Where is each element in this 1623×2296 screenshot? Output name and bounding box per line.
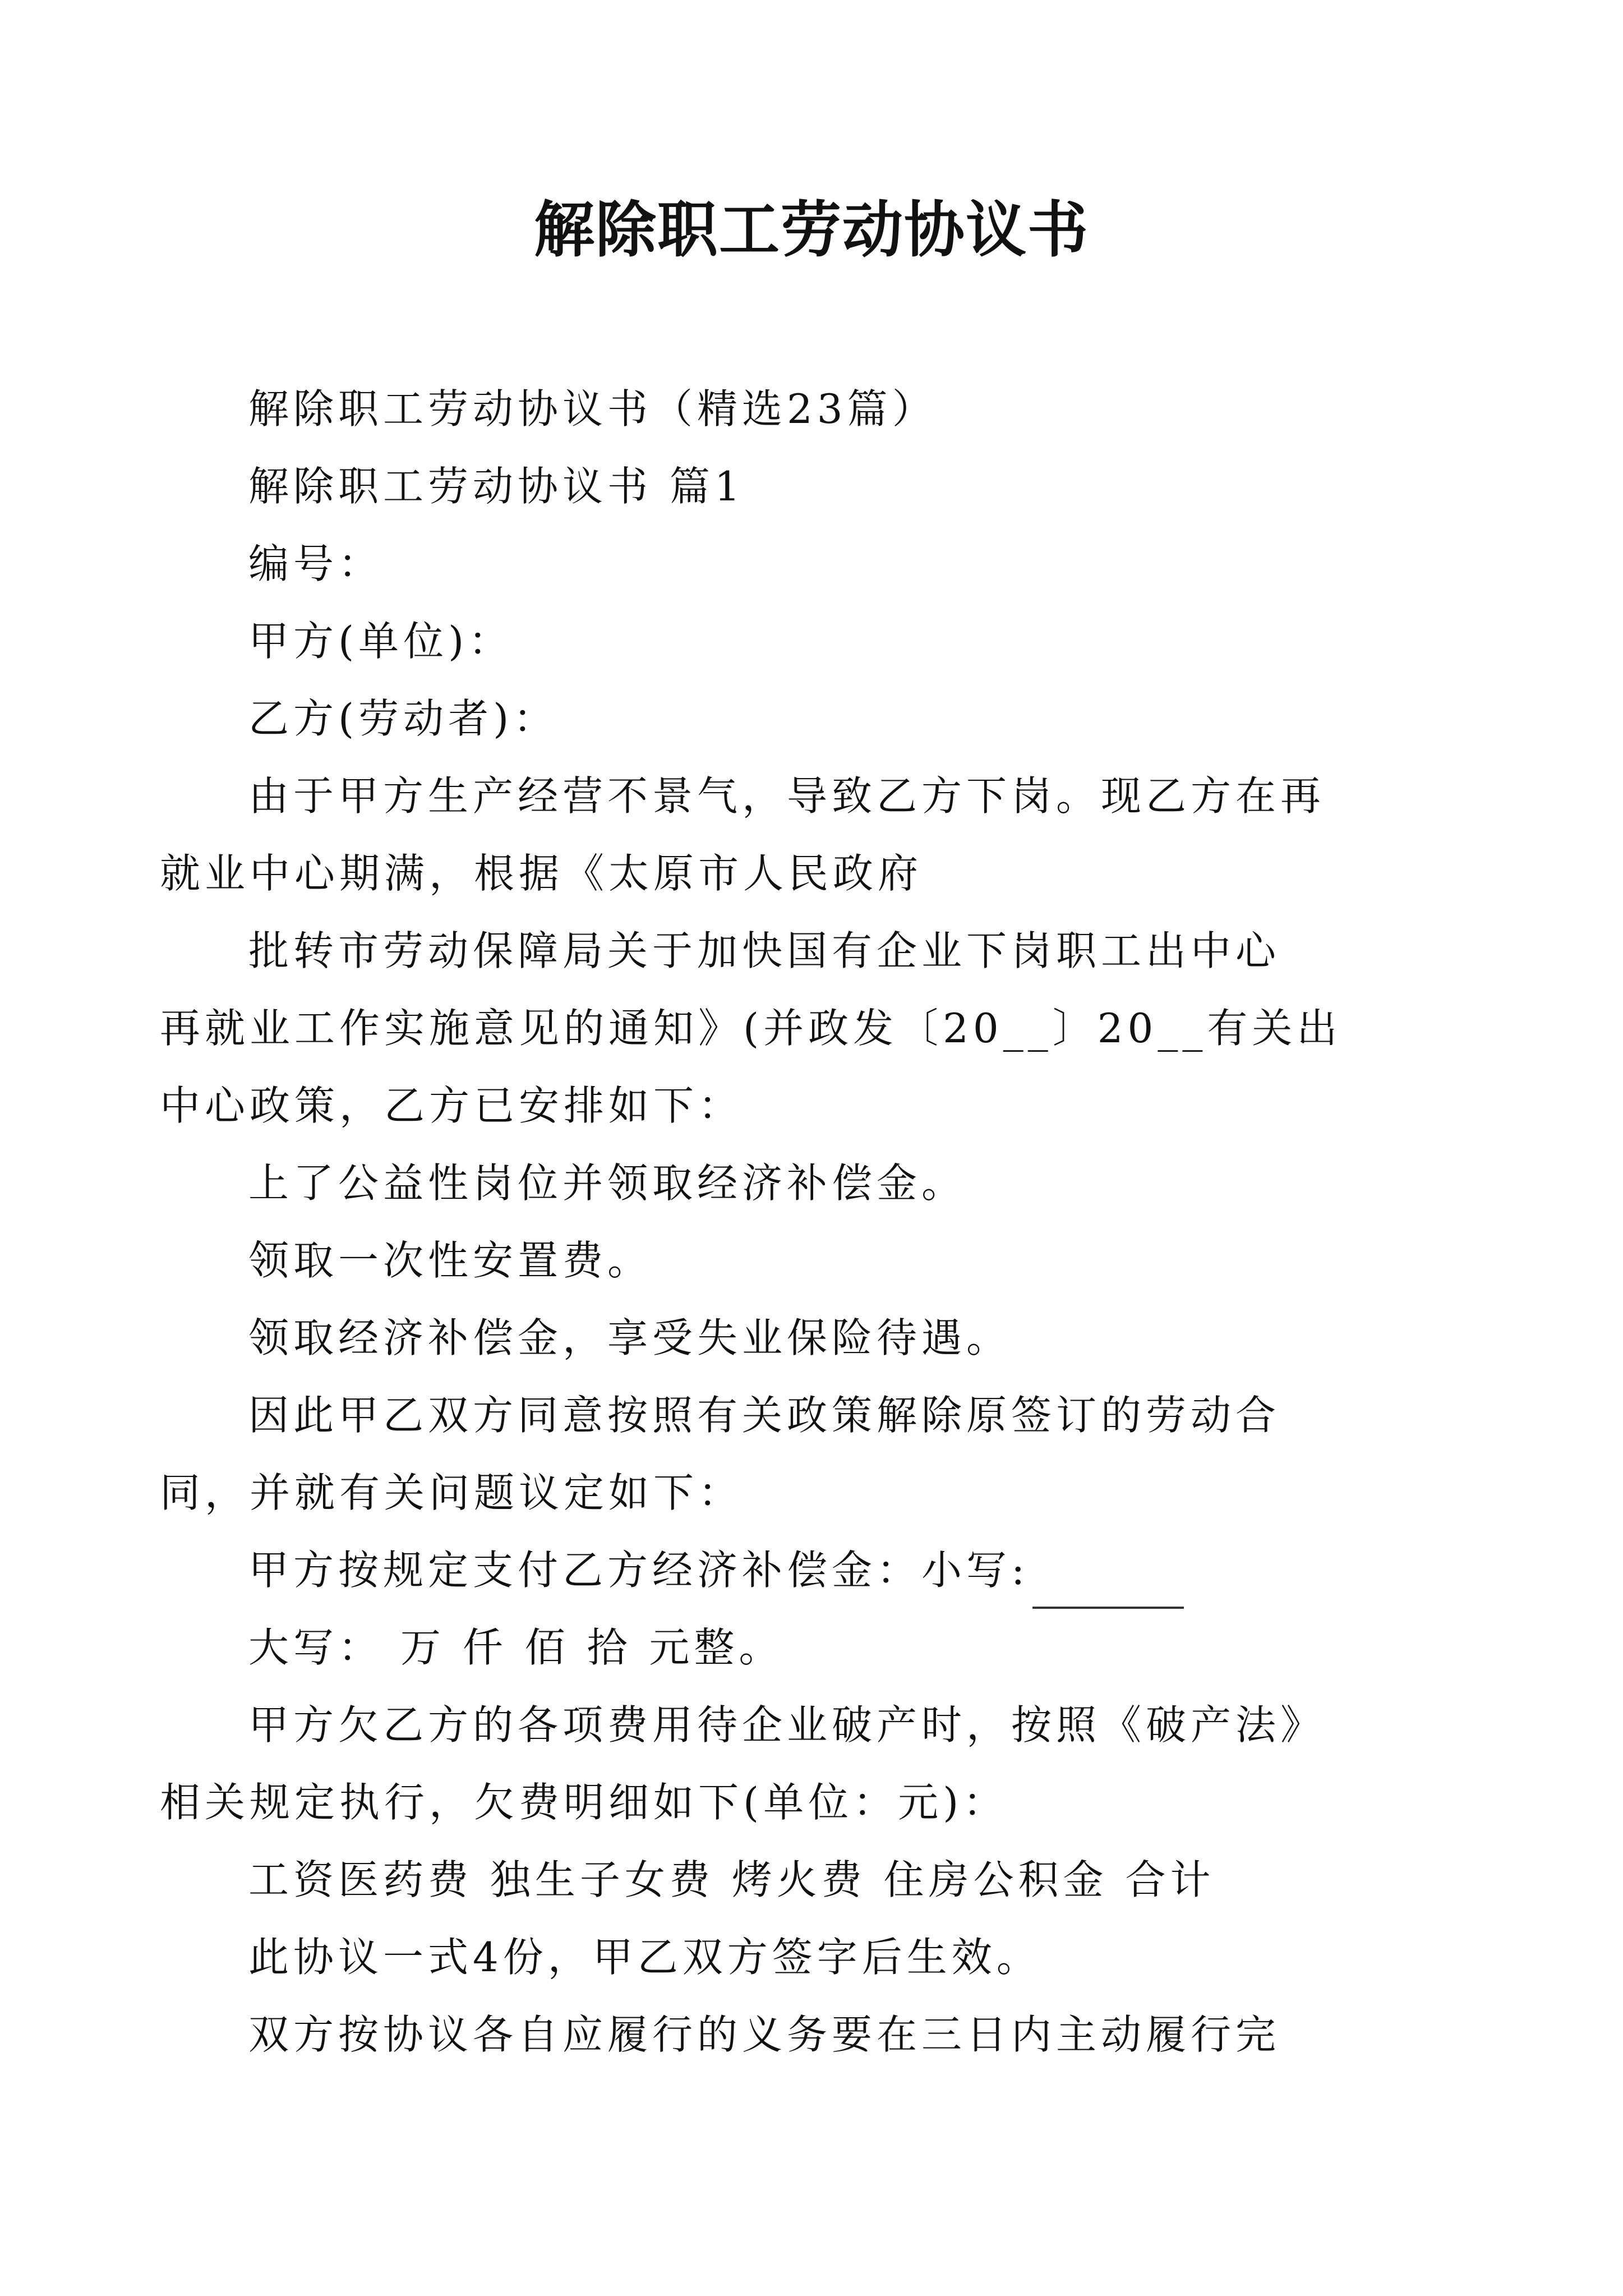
paragraph-policy: [160, 912, 1387, 1144]
paragraph-line: 相关规定执行，欠费明细如下(单位：元)：: [160, 1779, 1008, 1826]
paragraph-arrears: [160, 1686, 1387, 1841]
copies-line: 此协议一式4份，甲乙双方签字后生效。: [248, 1934, 1041, 1981]
paragraph-agreement: [160, 1377, 1387, 1531]
paragraph-line: 再就业工作实施意见的通知》(并政发〔20__〕20__有关出: [160, 1005, 1342, 1052]
document-body: [160, 370, 1387, 2073]
obligation-line: 双方按协议各自应履行的义务要在三日内主动履行完: [248, 2011, 1281, 2058]
option-line: 上了公益性岗位并领取经济补偿金。: [248, 1159, 967, 1207]
option-line: 领取经济补偿金，享受失业保险待遇。: [248, 1314, 1012, 1361]
paragraph-line: 因此甲乙双方同意按照有关政策解除原签订的劳动合: [248, 1392, 1281, 1439]
option-line: 领取一次性安置费。: [248, 1237, 653, 1284]
paragraph-line: 批转市劳动保障局关于加快国有企业下岗职工出中心: [248, 927, 1281, 974]
paragraph-line: 由于甲方生产经营不景气，导致乙方下岗。现乙方在再: [248, 772, 1326, 820]
paragraph-background: [160, 757, 1387, 912]
compensation-label: 甲方按规定支付乙方经济补偿金：小写:: [248, 1547, 1030, 1594]
party-a-label: 甲方(单位)：: [248, 618, 514, 665]
compensation-line: [248, 1531, 1387, 1609]
amount-blank: [1032, 1567, 1184, 1609]
paragraph-line: 甲方欠乙方的各项费用待企业破产时，按照《破产法》: [248, 1701, 1326, 1749]
document-title: 解除职工劳动协议书: [533, 195, 1089, 265]
paragraph-line: 同，并就有关问题议定如下：: [160, 1469, 744, 1516]
paragraph-line: 中心政策，乙方已安排如下：: [160, 1082, 744, 1129]
number-field-label: 编号：: [248, 540, 384, 587]
subtitle-line: 解除职工劳动协议书（精选23篇）: [248, 385, 937, 432]
arrears-items-line: 工资医药费 独生子女费 烤火费 住房公积金 合计: [248, 1856, 1215, 1903]
paragraph-line: 就业中心期满，根据《太原市人民政府: [160, 850, 923, 897]
party-b-label: 乙方(劳动者)：: [248, 695, 559, 742]
section-heading: 解除职工劳动协议书 篇1: [248, 463, 745, 510]
amount-in-words-line: 大写： 万 仟 佰 拾 元整。: [248, 1624, 784, 1671]
